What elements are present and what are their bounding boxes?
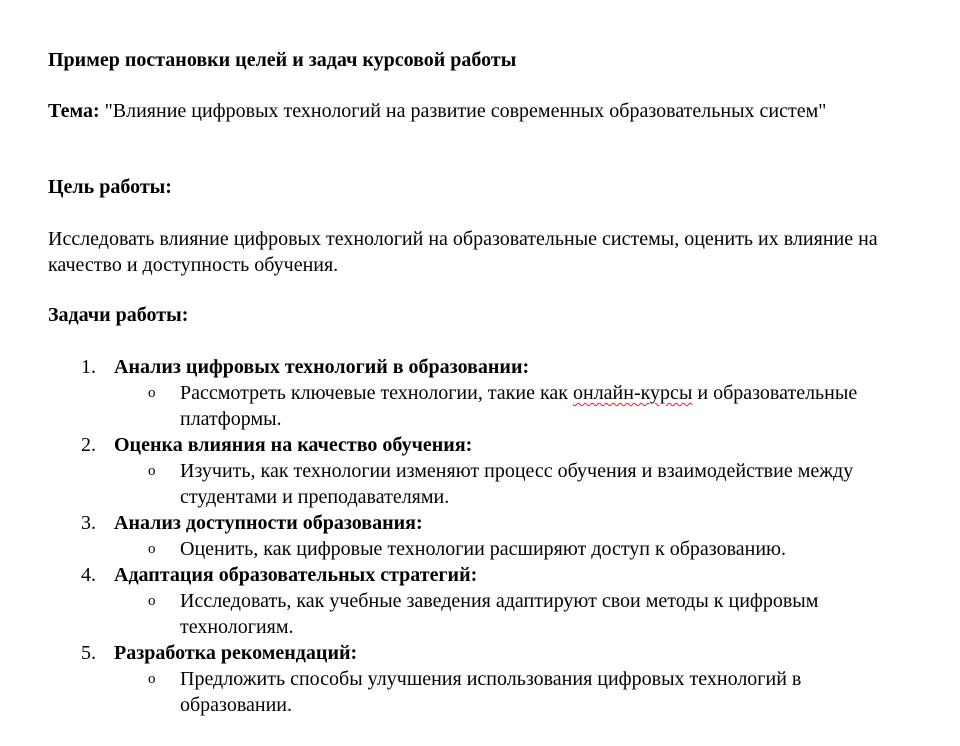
theme-paragraph — [48, 98, 848, 124]
theme-text: "Влияние цифровых технологий на развитие современных образовательных систем" — [104, 100, 827, 122]
task-title: Анализ цифровых технологий в образовании: — [114, 356, 530, 378]
subitem-text: Изучить, как технологии изменяют процесс обучения и взаимодействие между студентами и преподавателями. — [180, 460, 854, 508]
document-title: Пример постановки целей и задач курсовой работы — [48, 49, 517, 71]
tasks-heading: Задачи работы: — [48, 304, 189, 326]
goal-heading: Цель работы: — [48, 176, 172, 198]
task-item-4 — [48, 562, 938, 640]
subitem-text: Предложить способы улучшения использования цифровых технологий в образовании. — [180, 668, 802, 716]
bullet-circle-icon: o — [148, 671, 156, 687]
task-subitem — [48, 380, 890, 432]
task-title: Оценка влияния на качество обучения: — [114, 434, 473, 456]
spellcheck-flagged-word[interactable]: онлайн-курсы — [573, 382, 693, 404]
task-subitem — [48, 536, 890, 562]
subitem-text-start: Рассмотреть ключевые технологии, такие как — [180, 382, 573, 404]
task-title: Разработка рекомендаций: — [114, 642, 358, 664]
tasks-list — [48, 354, 938, 718]
bullet-circle-icon: o — [148, 463, 156, 479]
bullet-circle-icon: o — [148, 593, 156, 609]
task-number: 2. — [81, 434, 96, 456]
task-header — [48, 562, 938, 588]
subitem-text-end: и образовательные платформы. — [180, 382, 858, 430]
goal-text: Исследовать влияние цифровых технологий на образовательные системы, оценить их влияние на качество и доступность обучения. — [48, 228, 878, 276]
theme-label: Тема: — [48, 100, 100, 122]
bullet-circle-icon: o — [148, 541, 156, 557]
task-title: Адаптация образовательных стратегий: — [114, 564, 478, 586]
task-header — [48, 510, 938, 536]
task-number: 4. — [81, 564, 96, 586]
subitem-text: Оценить, как цифровые технологии расширяют доступ к образованию. — [180, 538, 786, 560]
task-item-3 — [48, 510, 938, 562]
bullet-circle-icon: o — [148, 385, 156, 401]
task-subitem — [48, 458, 890, 510]
task-number: 5. — [81, 642, 96, 664]
task-item-5 — [48, 640, 938, 718]
task-number: 1. — [81, 356, 96, 378]
subitem-text: Исследовать, как учебные заведения адаптируют свои методы к цифровым технологиям. — [180, 590, 819, 638]
task-subitem — [48, 588, 890, 640]
task-subitem — [48, 666, 890, 718]
task-title: Анализ доступности образования: — [114, 512, 423, 534]
task-header — [48, 640, 938, 666]
task-header — [48, 354, 938, 380]
task-header — [48, 432, 938, 458]
task-item-1 — [48, 354, 938, 432]
task-item-2 — [48, 432, 938, 510]
task-number: 3. — [81, 512, 96, 534]
